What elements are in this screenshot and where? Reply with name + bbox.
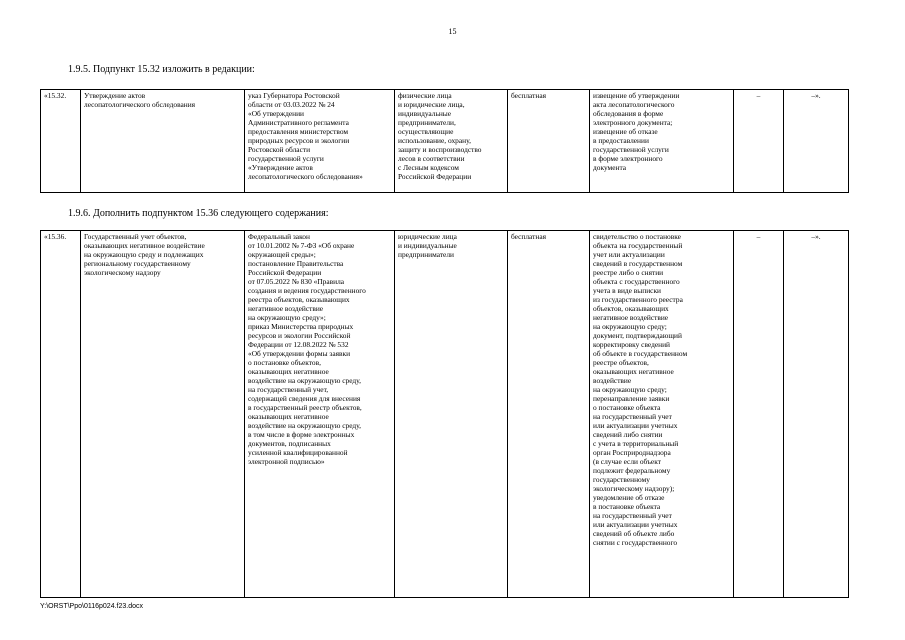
cell-legal-basis: указ Губернатора Ростовской области от 03.03.2022 № 24 «Об утверждении Административного регламента предоставления министерством природных ресурсов и экологии Ростовской области государственной услуги «Утверждение актов лесопатологического обследования»	[245, 90, 395, 193]
table-row	[41, 90, 849, 193]
cell-dash: –	[734, 90, 784, 193]
cell-closing: –».	[784, 90, 849, 193]
cell-legal-basis: Федеральный закон от 10.01.2002 № 7-ФЗ «Об охране окружающей среды»; постановление Правительства Российской Федерации от 07.05.2022 № 830 «Правила создания и ведения государственного реестра объектов, оказывающих негативное воздействие на окружающую среду»; приказ Министерства природных ресурсов и экологии Российской Федерации от 12.08.2022 № 532 «Об утверждении формы заявки о постановке объектов, оказывающих негативное воздействие на окружающую среду, на государственный учет, содержащей сведения для внесения в государственный реестр объектов, оказывающих негативное воздействие на окружающую среду, в том числе в форме электронных документов, подписанных усиленной квалифицированной электронной подписью»	[245, 231, 395, 598]
cell-closing: –».	[784, 231, 849, 598]
cell-number: «15.32.	[41, 90, 81, 193]
page-number: 15	[448, 27, 457, 36]
services-table-15-36	[40, 230, 849, 598]
cell-payment: бесплатная	[508, 231, 590, 598]
cell-payment: бесплатная	[508, 90, 590, 193]
cell-service-name: Утверждение актов лесопатологического обследования	[81, 90, 245, 193]
table-row	[41, 231, 849, 598]
section-heading-1-9-5: 1.9.5. Подпункт 15.32 изложить в редакции:	[68, 64, 255, 75]
section-heading-1-9-6: 1.9.6. Дополнить подпунктом 15.36 следующего содержания:	[68, 208, 329, 219]
cell-number: «15.36.	[41, 231, 81, 598]
services-table-15-32	[40, 89, 849, 193]
cell-result: извещение об утверждении акта лесопатологического обследования в форме электронного документа; извещение об отказе в предоставлении государственной услуги в форме электронного документа	[590, 90, 734, 193]
footer-file-path: Y:\ORST\Ppo\0116p024.f23.docx	[40, 603, 143, 610]
cell-applicants: физические лица и юридические лица, индивидуальные предприниматели, осуществляющие использование, охрану, защиту и воспроизводство лесов в соответствии с Лесным кодексом Российской Федерации	[395, 90, 508, 193]
cell-service-name: Государственный учет объектов, оказывающих негативное воздействие на окружающую среду и подлежащих региональному государственному экологическому надзору	[81, 231, 245, 598]
cell-result: свидетельство о постановке объекта на государственный учет или актуализации сведений в государственном реестре либо о снятии объекта с государственного учета в виде выписки из государственного реестра объектов, оказывающих негативное воздействие на окружающую среду; документ, подтверждающий корректировку сведений об объекте в государственном реестре объектов, оказывающих негативное воздействие на окружающую среду; перенаправление заявки о постановке объекта на государственный учет или актуализации учетных сведений либо снятии с учета в территориальный орган Росприроднадзора (в случае если объект подлежит федеральному государственному экологическому надзору); уведомление об отказе в постановке объекта на государственный учет или актуализации учетных сведений об объекте либо снятии с государственного	[590, 231, 734, 598]
cell-applicants: юридические лица и индивидуальные предприниматели	[395, 231, 508, 598]
cell-dash: –	[734, 231, 784, 598]
